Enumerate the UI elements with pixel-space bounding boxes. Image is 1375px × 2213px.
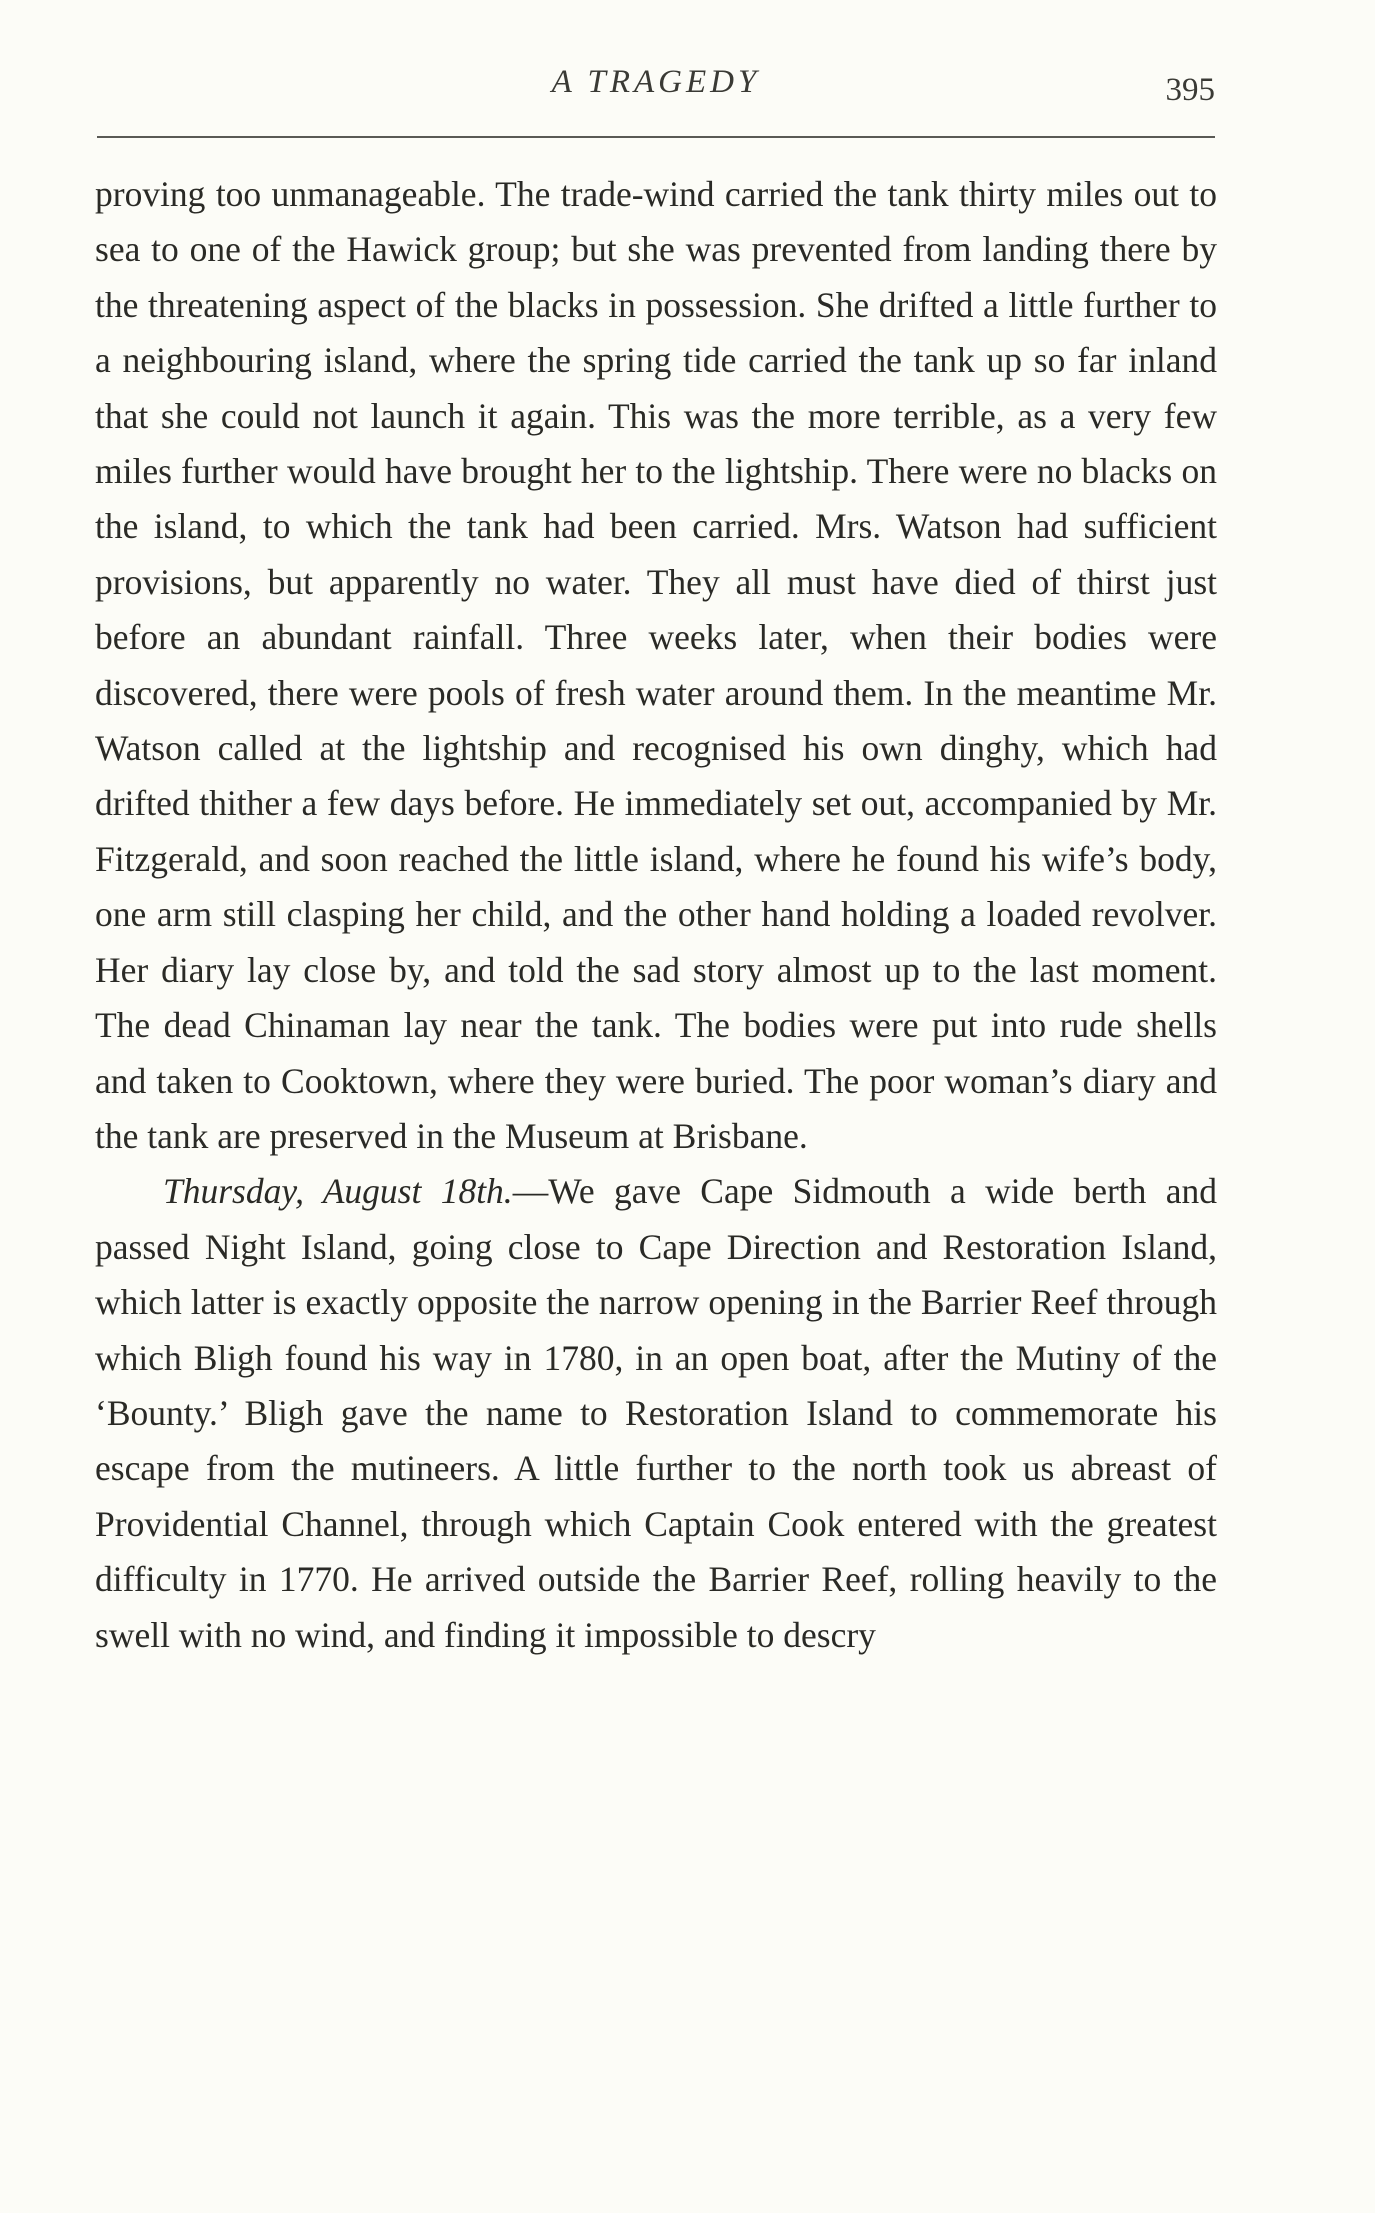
header-rule xyxy=(97,136,1215,138)
paragraph-2 xyxy=(95,1164,1217,1663)
entry-text: —We gave Cape Sidmouth a wide berth and passed Night Island, going close to Cape Direction and Restoration Island, which latter is exactly opposite the narrow opening in the Barrier Reef through which Bligh found his way in 1780, in an open boat, after the Mutiny of the ‘Bounty.’ Bligh gave the name to Restoration Island to commemorate his escape from the mutineers. A little further to the north took us abreast of Providential Channel, through which Captain Cook entered with the greatest difficulty in 1770. He arrived outside the Barrier Reef, rolling heavily to the swell with no wind, and finding it impossible to descry xyxy=(95,1171,1217,1655)
entry-date: Thursday, August 18th. xyxy=(163,1171,513,1212)
paragraph-1: proving too unmanageable. The trade-wind carried the tank thirty miles out to sea to one of the Hawick group; but she was prevented from landing there by the threatening aspect of the blacks in possession. She drifted a little further to a neighbouring island, where the spring tide carried the tank up so far inland that she could not launch it again. This was the more terrible, as a very few miles further would have brought her to the lightship. There were no blacks on the island, to which the tank had been carried. Mrs. Watson had sufficient provisions, but apparently no water. They all must have died of thirst just before an abundant rainfall. Three weeks later, when their bodies were discovered, there were pools of fresh water around them. In the meantime Mr. Watson called at the lightship and recognised his own dinghy, which had drifted thither a few days before. He immediately set out, accompanied by Mr. Fitzgerald, and soon reached the little island, where he found his wife’s body, one arm still clasping her child, and the other hand holding a loaded revolver. Her diary lay close by, and told the sad story almost up to the last moment. The dead Chinaman lay near the tank. The bodies were put into rude shells and taken to Cooktown, where they were buried. The poor woman’s diary and the tank are preserved in the Museum at Brisbane. xyxy=(95,174,1217,1156)
running-title: A TRAGEDY xyxy=(551,64,761,100)
page-number: 395 xyxy=(1165,72,1215,108)
body-text xyxy=(95,167,1217,1663)
running-head xyxy=(97,64,1215,114)
